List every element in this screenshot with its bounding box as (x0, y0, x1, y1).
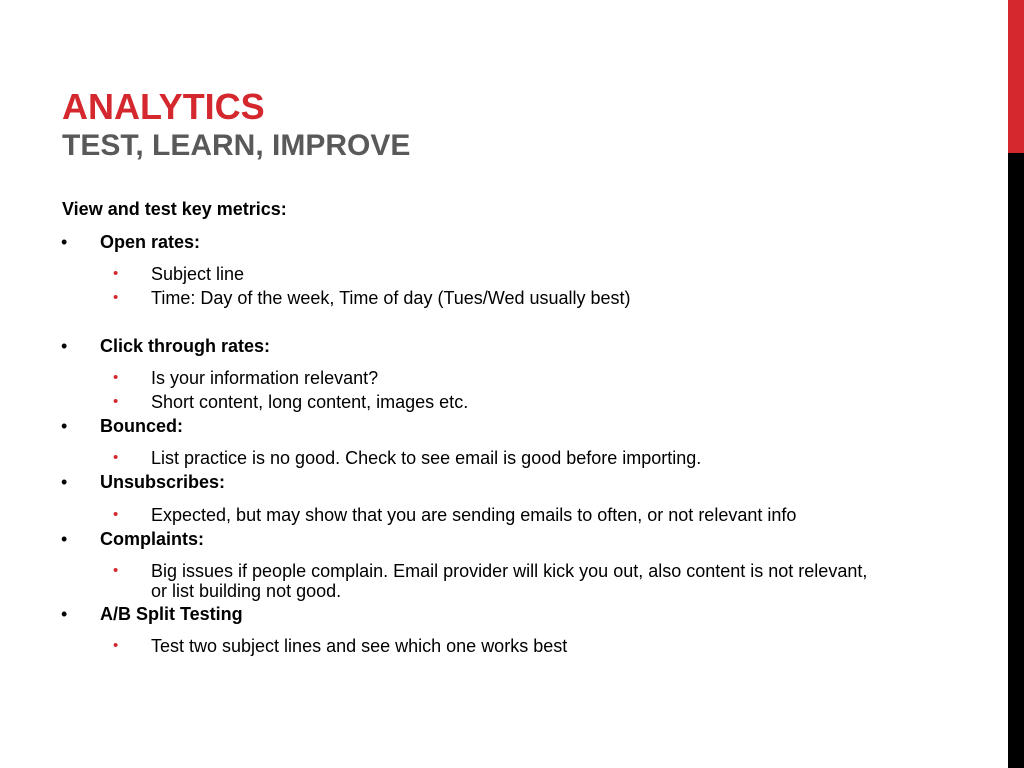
sub-bullet-item (0, 391, 1000, 413)
bullet-label: Click through rates: (100, 336, 271, 356)
bullet-label: Bounced: (100, 416, 183, 436)
bullet-marker: • (61, 472, 68, 492)
sub-bullet-text: List practice is no good. Check to see email is good before importing. (151, 448, 702, 468)
sub-bullet-marker: • (113, 289, 119, 306)
bullet-label: A/B Split Testing (100, 604, 243, 624)
bullet-marker: • (61, 232, 68, 252)
sub-bullet-marker: • (113, 506, 119, 523)
sub-bullet-item (0, 561, 1000, 603)
bullet-marker: • (61, 604, 68, 624)
bullet-marker: • (61, 416, 68, 436)
accent-bar-black (1008, 153, 1024, 768)
sub-bullet-text: Time: Day of the week, Time of day (Tues/Wed usually best) (151, 288, 631, 308)
sub-bullet-marker: • (113, 265, 119, 282)
sub-bullet-marker: • (113, 393, 119, 410)
bullet-label: Unsubscribes: (100, 472, 226, 492)
bullet-item-bounced (0, 415, 1000, 437)
sub-bullet-marker: • (113, 637, 119, 654)
slide-subtitle: TEST, LEARN, IMPROVE (62, 129, 411, 162)
bullet-item-unsubscribes (0, 471, 1000, 493)
bullet-item-click-through-rates (0, 335, 1000, 357)
sub-bullet-item (0, 367, 1000, 389)
sub-bullet-text: Big issues if people complain. Email provider will kick you out, also content is not relevant, or list building not good. (151, 561, 868, 601)
bullet-marker: • (61, 336, 68, 356)
bullet-label: Open rates: (100, 232, 201, 252)
slide-title: ANALYTICS (62, 86, 265, 127)
bullet-marker: • (61, 529, 68, 549)
sub-bullet-text: Subject line (151, 264, 245, 284)
sub-bullet-text: Short content, long content, images etc. (151, 392, 469, 412)
bullet-item-open-rates (0, 231, 1000, 253)
sub-bullet-item (0, 635, 1000, 657)
sub-bullet-item (0, 263, 1000, 285)
sub-bullet-text: Expected, but may show that you are sending emails to often, or not relevant info (151, 505, 797, 525)
sub-bullet-item (0, 447, 1000, 469)
sub-bullet-marker: • (113, 562, 119, 579)
intro-text: View and test key metrics: (62, 199, 287, 219)
sub-bullet-text: Is your information relevant? (151, 368, 379, 388)
bullet-label: Complaints: (100, 529, 205, 549)
sub-bullet-item (0, 287, 1000, 309)
accent-bar-red (1008, 0, 1024, 153)
sub-bullet-item (0, 504, 1000, 526)
bullet-item-ab-split-testing (0, 603, 1000, 625)
sub-bullet-marker: • (113, 369, 119, 386)
intro-row (0, 198, 1000, 220)
sub-bullet-marker: • (113, 449, 119, 466)
sub-bullet-text: Test two subject lines and see which one works best (151, 636, 568, 656)
bullet-item-complaints (0, 528, 1000, 550)
